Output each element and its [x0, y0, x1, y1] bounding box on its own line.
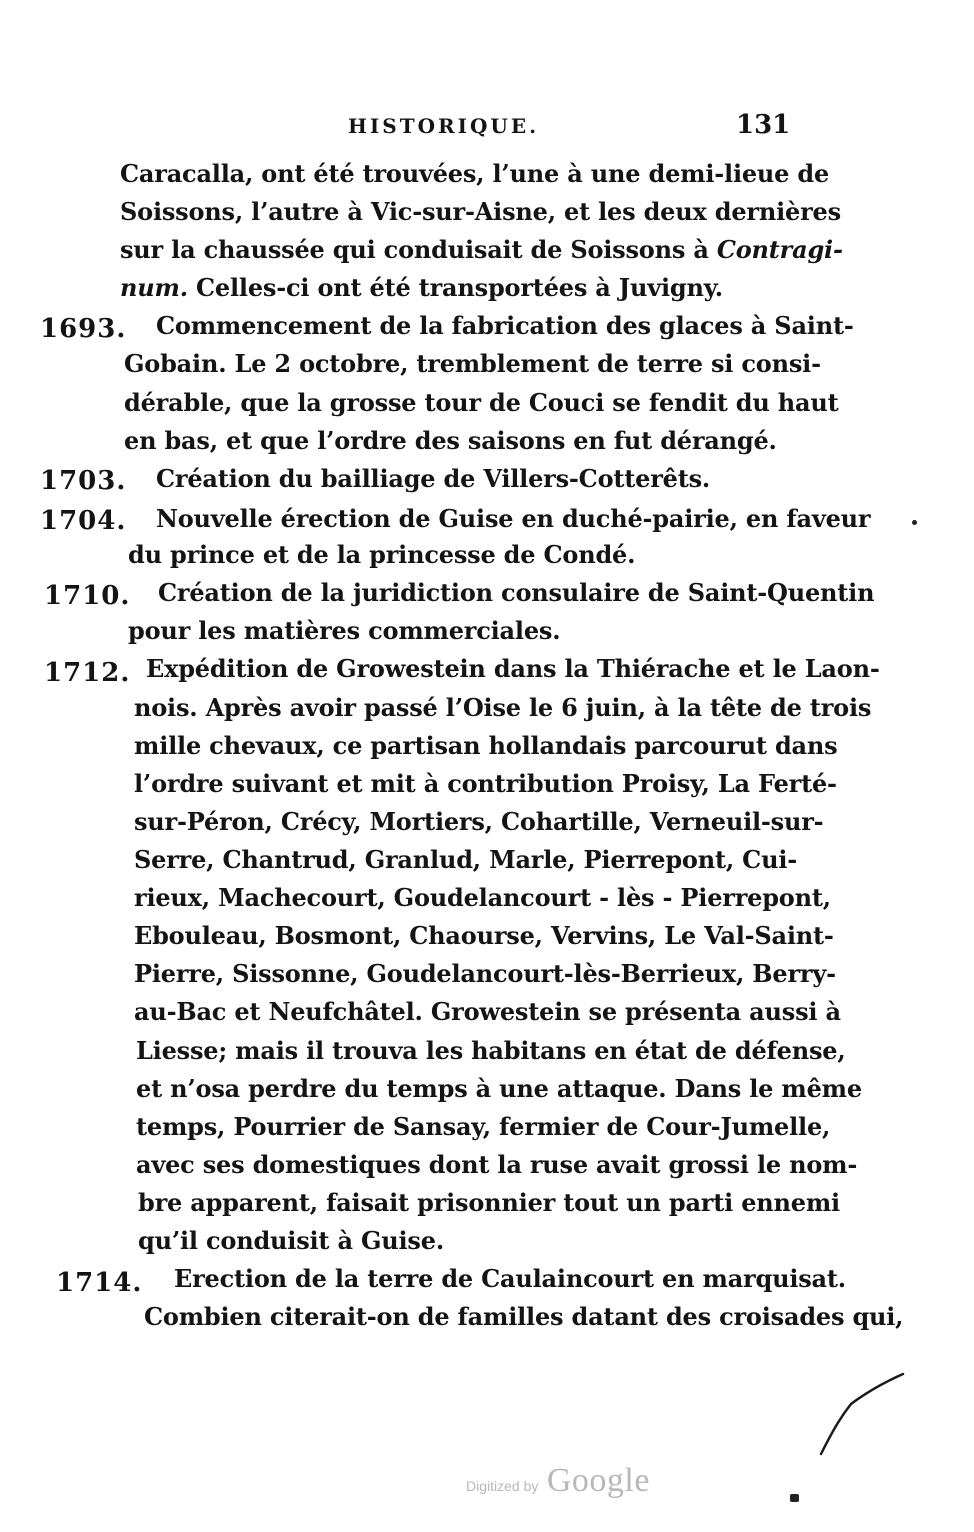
- text-line: temps, Pourrier de Sansay, fermier de Cour-Jumelle,: [136, 1112, 831, 1141]
- text-line: sur-Péron, Crécy, Mortiers, Cohartille, Verneuil-sur-: [134, 807, 824, 836]
- text-segment: Celles-ci ont été transportées à Juvigny.: [196, 273, 723, 302]
- text-line: en bas, et que l’ordre des saisons en fut dérangé.: [124, 426, 777, 455]
- text-line: Liesse; mais il trouva les habitans en état de défense,: [136, 1036, 846, 1065]
- year-label: 1693.: [40, 314, 127, 344]
- text-line: Création du bailliage de Villers-Cotterêts.: [156, 464, 711, 493]
- text-line: Erection de la terre de Caulaincourt en marquisat.: [174, 1264, 846, 1293]
- text-line: [120, 235, 843, 265]
- text-line: mille chevaux, ce partisan hollandais parcourut dans: [134, 731, 838, 760]
- italic-place-name: num.: [120, 273, 188, 302]
- text-line: Pierre, Sissonne, Goudelancourt-lès-Berrieux, Berry-: [134, 959, 836, 988]
- year-label: 1703.: [40, 466, 127, 496]
- text-line: au-Bac et Neufchâtel. Growestein se présenta aussi à: [134, 997, 841, 1026]
- text-line: avec ses domestiques dont la ruse avait grossi le nom-: [136, 1150, 858, 1179]
- text-line: qu’il conduisit à Guise.: [138, 1226, 444, 1255]
- text-line: Caracalla, ont été trouvées, l’une à une demi-lieue de: [120, 159, 830, 188]
- scan-stroke-mark: [815, 1370, 905, 1460]
- year-label: 1710.: [44, 581, 131, 611]
- text-line: Combien citerait-on de familles datant des croisades qui,: [144, 1302, 904, 1331]
- year-label: 1704.: [40, 506, 127, 536]
- digitization-watermark: [466, 1462, 650, 1500]
- text-line: Création de la juridiction consulaire de Saint-Quentin: [158, 578, 875, 607]
- page-header: [0, 110, 974, 148]
- text-line: [120, 273, 723, 303]
- text-line: rieux, Machecourt, Goudelancourt - lès - Pierrepont,: [134, 883, 831, 912]
- year-label: 1712.: [44, 658, 131, 688]
- text-line: Serre, Chantrud, Granlud, Marle, Pierrepont, Cui-: [134, 845, 798, 874]
- text-line: l’ordre suivant et mit à contribution Proisy, La Ferté-: [134, 769, 837, 798]
- text-line: et n’osa perdre du temps à une attaque. Dans le même: [136, 1074, 862, 1103]
- text-line: Soissons, l’autre à Vic-sur-Aisne, et les deux dernières: [120, 197, 841, 226]
- scan-speck: [790, 1494, 799, 1502]
- watermark-digitized-text: Digitized by: [466, 1478, 539, 1494]
- text-line: bre apparent, faisait prisonnier tout un parti ennemi: [138, 1188, 840, 1217]
- text-line: nois. Après avoir passé l’Oise le 6 juin, à la tête de trois: [134, 693, 872, 722]
- year-label: 1714.: [56, 1268, 143, 1298]
- scan-speck: [912, 520, 917, 525]
- running-title: HISTORIQUE.: [348, 114, 540, 138]
- text-line: pour les matières commerciales.: [128, 616, 561, 645]
- text-line: Gobain. Le 2 octobre, tremblement de terre si consi-: [124, 349, 821, 378]
- page-number: 131: [736, 110, 791, 140]
- text-line: dérable, que la grosse tour de Couci se fendit du haut: [124, 388, 839, 417]
- text-segment: sur la chaussée qui conduisait de Soissons à: [120, 235, 709, 264]
- text-line: Nouvelle érection de Guise en duché-pairie, en faveur: [156, 504, 871, 533]
- text-line: Ebouleau, Bosmont, Chaourse, Vervins, Le Val-Saint-: [134, 921, 834, 950]
- text-line: Expédition de Growestein dans la Thiérache et le Laon-: [146, 654, 880, 683]
- watermark-brand: Google: [546, 1462, 650, 1499]
- italic-place-name: Contragi-: [716, 235, 843, 264]
- text-line: Commencement de la fabrication des glaces à Saint-: [156, 311, 854, 340]
- text-line: du prince et de la princesse de Condé.: [128, 540, 636, 569]
